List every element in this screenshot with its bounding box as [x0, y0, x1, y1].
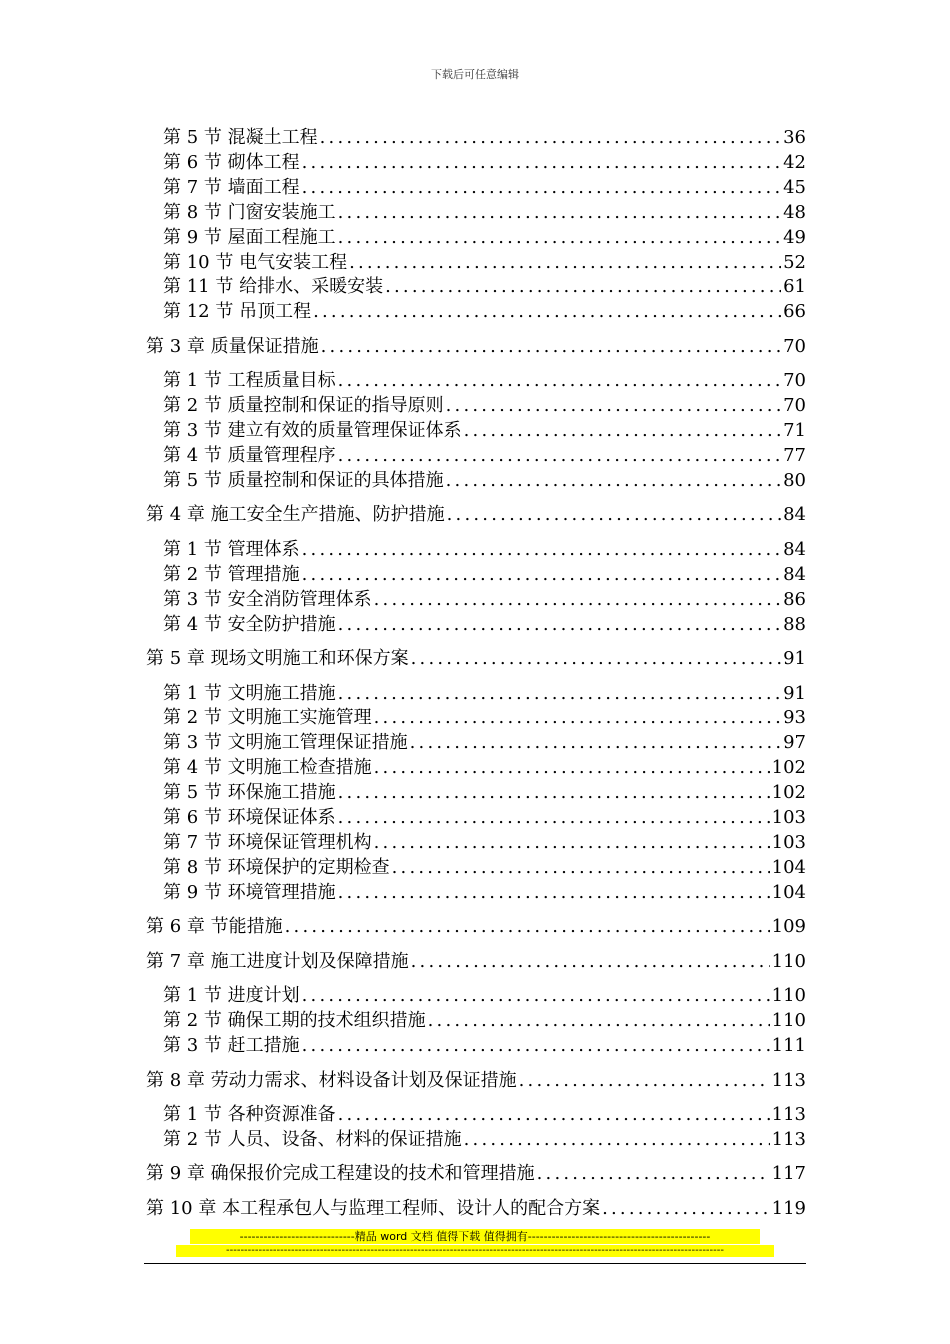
toc-leader-dots	[349, 252, 781, 274]
toc-entry-title: 第 8 节 门窗安装施工	[163, 202, 336, 223]
toc-leader-dots	[519, 1070, 770, 1092]
toc-section-entry[interactable]	[163, 274, 806, 298]
toc-leader-dots	[338, 614, 781, 636]
footer-banner: -----------------------------精品 word 文档 值得下载 值得拥有----------------------------------------------	[190, 1229, 760, 1244]
toc-page-number: 70	[783, 395, 806, 416]
toc-page-number: 102	[771, 757, 806, 778]
toc-entry-title: 第 1 节 进度计划	[163, 985, 300, 1006]
toc-page-number: 86	[783, 589, 806, 610]
toc-entry-title: 第 9 节 环境管理措施	[163, 882, 336, 903]
toc-page-number: 91	[783, 648, 806, 669]
toc-page-number: 104	[771, 857, 806, 878]
toc-entry-title: 第 4 节 质量管理程序	[163, 445, 336, 466]
footer-banner-dashes: ------------------------------------------------------------------------------------------------------------------------------------------	[176, 1245, 774, 1257]
toc-leader-dots	[446, 395, 781, 417]
header-note: 下载后可任意编辑	[431, 68, 519, 81]
toc-section-entry[interactable]	[163, 418, 806, 442]
toc-leader-dots	[320, 127, 781, 149]
toc-entry-title: 第 8 章 劳动力需求、材料设备计划及保证措施	[146, 1070, 517, 1091]
toc-page-number: 110	[771, 985, 806, 1006]
toc-leader-dots	[338, 683, 781, 705]
toc-entry-title: 第 3 章 质量保证措施	[146, 336, 319, 357]
toc-entry-title: 第 2 节 质量控制和保证的指导原则	[163, 395, 444, 416]
toc-leader-dots	[302, 177, 781, 199]
toc-entry-title: 第 2 节 管理措施	[163, 564, 300, 585]
toc-entry-title: 第 7 节 环境保证管理机构	[163, 832, 372, 853]
toc-entry-title: 第 6 节 环境保证体系	[163, 807, 336, 828]
toc-leader-dots	[302, 985, 770, 1007]
toc-chapter-entry[interactable]	[146, 1196, 806, 1220]
toc-section-entry[interactable]	[163, 780, 806, 804]
toc-page-number: 45	[783, 177, 806, 198]
toc-chapter-entry[interactable]	[146, 334, 806, 358]
toc-leader-dots	[338, 445, 781, 467]
toc-chapter-entry[interactable]	[146, 646, 806, 670]
toc-page-number: 48	[783, 202, 806, 223]
toc-section-entry[interactable]	[163, 681, 806, 705]
toc-chapter-entry[interactable]	[146, 502, 806, 526]
toc-entry-title: 第 6 节 砌体工程	[163, 152, 300, 173]
toc-entry-title: 第 7 节 墙面工程	[163, 177, 300, 198]
toc-section-entry[interactable]	[163, 855, 806, 879]
toc-chapter-entry[interactable]	[146, 1068, 806, 1092]
toc-entry-title: 第 9 章 确保报价完成工程建设的技术和管理措施	[146, 1163, 535, 1184]
toc-leader-dots	[392, 857, 770, 879]
toc-section-entry[interactable]	[163, 587, 806, 611]
toc-section-entry[interactable]	[163, 1008, 806, 1032]
toc-leader-dots	[374, 707, 781, 729]
toc-entry-title: 第 5 节 质量控制和保证的具体措施	[163, 470, 444, 491]
toc-chapter-entry[interactable]	[146, 914, 806, 938]
toc-leader-dots	[338, 202, 781, 224]
toc-leader-dots	[385, 276, 781, 298]
toc-leader-dots	[464, 1129, 770, 1151]
toc-page-number: 66	[783, 301, 806, 322]
toc-leader-dots	[321, 336, 781, 358]
toc-page-number: 117	[771, 1163, 806, 1184]
toc-leader-dots	[537, 1163, 770, 1185]
toc-section-entry[interactable]	[163, 983, 806, 1007]
toc-entry-title: 第 9 节 屋面工程施工	[163, 227, 336, 248]
toc-page-number: 42	[783, 152, 806, 173]
toc-page-number: 113	[771, 1104, 806, 1125]
toc-section-entry[interactable]	[163, 125, 806, 149]
toc-entry-title: 第 5 节 混凝土工程	[163, 127, 318, 148]
toc-leader-dots	[338, 807, 770, 829]
toc-page-number: 49	[783, 227, 806, 248]
toc-page-number: 111	[771, 1035, 806, 1056]
toc-section-entry[interactable]	[163, 250, 806, 274]
toc-leader-dots	[338, 1104, 770, 1126]
toc-section-entry[interactable]	[163, 830, 806, 854]
toc-chapter-entry[interactable]	[146, 1161, 806, 1185]
toc-page-number: 110	[771, 1010, 806, 1031]
toc-page-number: 109	[771, 916, 806, 937]
toc-entry-title: 第 1 节 文明施工措施	[163, 683, 336, 704]
footer-rule	[144, 1263, 806, 1264]
toc-entry-title: 第 4 节 文明施工检查措施	[163, 757, 372, 778]
toc-section-entry[interactable]	[163, 805, 806, 829]
toc-leader-dots	[285, 916, 770, 938]
toc-leader-dots	[302, 1035, 770, 1057]
toc-leader-dots	[410, 732, 781, 754]
toc-page-number: 110	[771, 951, 806, 972]
toc-chapter-entry[interactable]	[146, 949, 806, 973]
toc-section-entry[interactable]	[163, 705, 806, 729]
toc-entry-title: 第 4 节 安全防护措施	[163, 614, 336, 635]
toc-leader-dots	[374, 832, 770, 854]
toc-entry-title: 第 10 章 本工程承包人与监理工程师、设计人的配合方案	[146, 1198, 601, 1219]
toc-leader-dots	[338, 370, 781, 392]
toc-section-entry[interactable]	[163, 612, 806, 636]
toc-section-entry[interactable]	[163, 730, 806, 754]
toc-page-number: 36	[783, 127, 806, 148]
toc-section-entry[interactable]	[163, 443, 806, 467]
toc-page-number: 70	[783, 336, 806, 357]
toc-leader-dots	[338, 227, 781, 249]
toc-leader-dots	[428, 1010, 770, 1032]
toc-entry-title: 第 3 节 建立有效的质量管理保证体系	[163, 420, 462, 441]
toc-page-number: 71	[783, 420, 806, 441]
toc-page-number: 91	[783, 683, 806, 704]
toc-page-number: 84	[783, 504, 806, 525]
toc-section-entry[interactable]	[163, 200, 806, 224]
toc-entry-title: 第 12 节 吊顶工程	[163, 301, 312, 322]
toc-page-number: 119	[771, 1198, 806, 1219]
toc-section-entry[interactable]	[163, 1127, 806, 1151]
toc-entry-title: 第 3 节 赶工措施	[163, 1035, 300, 1056]
toc-page-number: 97	[783, 732, 806, 753]
toc-entry-title: 第 2 节 确保工期的技术组织措施	[163, 1010, 426, 1031]
toc-entry-title: 第 8 节 环境保护的定期检查	[163, 857, 390, 878]
toc-leader-dots	[374, 589, 781, 611]
toc-leader-dots	[602, 1198, 770, 1220]
toc-leader-dots	[302, 152, 781, 174]
toc-leader-dots	[338, 882, 770, 904]
toc-entry-title: 第 1 节 工程质量目标	[163, 370, 336, 391]
toc-entry-title: 第 11 节 给排水、采暖安装	[163, 276, 384, 297]
toc-entry-title: 第 1 节 各种资源准备	[163, 1104, 336, 1125]
toc-page-number: 84	[783, 564, 806, 585]
toc-section-entry[interactable]	[163, 1033, 806, 1057]
toc-leader-dots	[338, 782, 770, 804]
toc-page-number: 52	[783, 252, 806, 273]
toc-entry-title: 第 5 章 现场文明施工和环保方案	[146, 648, 409, 669]
toc-leader-dots	[302, 564, 781, 586]
toc-page-number: 113	[771, 1129, 806, 1150]
toc-page-number: 103	[771, 832, 806, 853]
toc-entry-title: 第 3 节 安全消防管理体系	[163, 589, 372, 610]
toc-entry-title: 第 2 节 文明施工实施管理	[163, 707, 372, 728]
toc-section-entry[interactable]	[163, 755, 806, 779]
toc-section-entry[interactable]	[163, 1102, 806, 1126]
toc-leader-dots	[446, 470, 781, 492]
toc-leader-dots	[411, 951, 770, 973]
toc-entry-title: 第 4 章 施工安全生产措施、防护措施	[146, 504, 445, 525]
toc-section-entry[interactable]	[163, 468, 806, 492]
toc-section-entry[interactable]	[163, 299, 806, 323]
toc-entry-title: 第 7 章 施工进度计划及保障措施	[146, 951, 409, 972]
toc-page-number: 93	[783, 707, 806, 728]
toc-section-entry[interactable]	[163, 880, 806, 904]
toc-section-entry[interactable]	[163, 393, 806, 417]
toc-entry-title: 第 10 节 电气安装工程	[163, 252, 348, 273]
toc-leader-dots	[302, 539, 781, 561]
toc-section-entry[interactable]	[163, 537, 806, 561]
toc-page-number: 102	[771, 782, 806, 803]
toc-entry-title: 第 3 节 文明施工管理保证措施	[163, 732, 408, 753]
toc-page-number: 77	[783, 445, 806, 466]
toc-leader-dots	[374, 757, 770, 779]
toc-page-number: 84	[783, 539, 806, 560]
toc-page-number: 113	[771, 1070, 806, 1091]
toc-entry-title: 第 1 节 管理体系	[163, 539, 300, 560]
toc-section-entry[interactable]	[163, 368, 806, 392]
toc-entry-title: 第 2 节 人员、设备、材料的保证措施	[163, 1129, 462, 1150]
toc-leader-dots	[411, 648, 781, 670]
toc-page-number: 70	[783, 370, 806, 391]
toc-page-number: 103	[771, 807, 806, 828]
toc-page-number: 104	[771, 882, 806, 903]
toc-section-entry[interactable]	[163, 175, 806, 199]
toc-leader-dots	[313, 301, 781, 323]
toc-page-number: 61	[783, 276, 806, 297]
toc-section-entry[interactable]	[163, 150, 806, 174]
toc-page-number: 88	[783, 614, 806, 635]
toc-section-entry[interactable]	[163, 225, 806, 249]
toc-section-entry[interactable]	[163, 562, 806, 586]
toc-leader-dots	[447, 504, 781, 526]
toc-entry-title: 第 6 章 节能措施	[146, 916, 283, 937]
toc-entry-title: 第 5 节 环保施工措施	[163, 782, 336, 803]
toc-page-number: 80	[783, 470, 806, 491]
toc-leader-dots	[464, 420, 781, 442]
